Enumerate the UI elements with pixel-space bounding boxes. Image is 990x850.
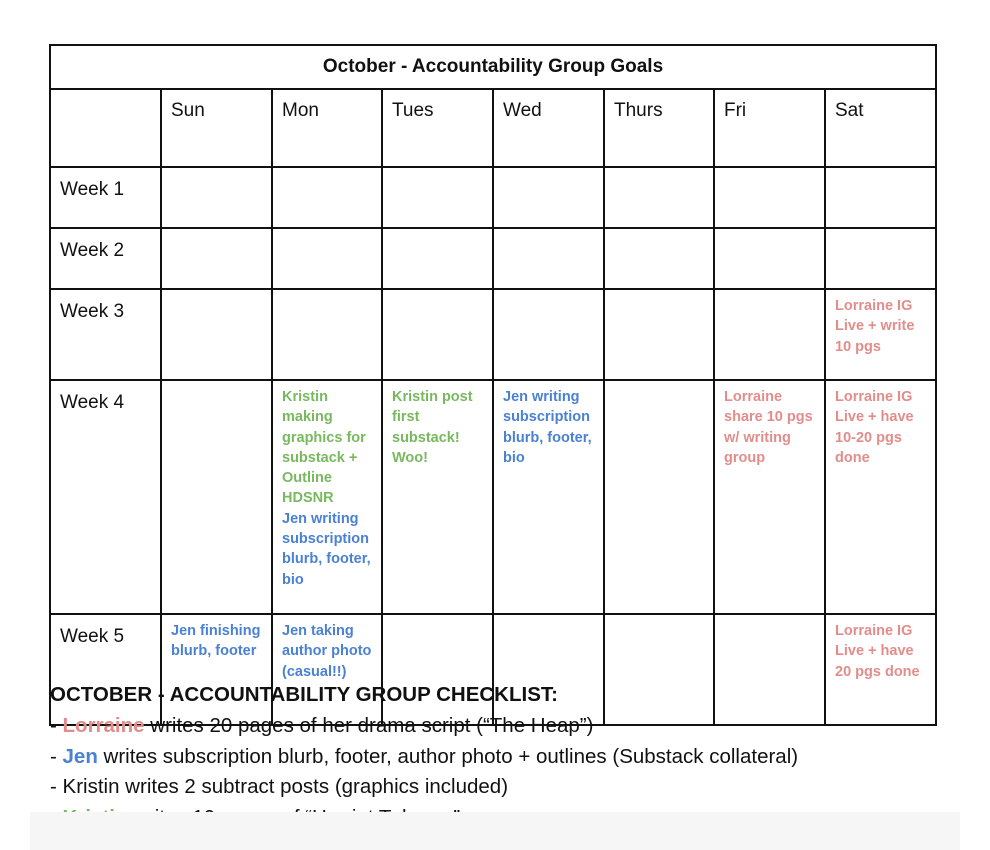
week-label: Week 1 (50, 167, 161, 228)
day-header-mon: Mon (272, 89, 382, 167)
member-name-lorraine: Lorraine (62, 713, 145, 737)
day-header-sun: Sun (161, 89, 272, 167)
group-checklist (50, 680, 950, 834)
item-text: writes 20 pages of her drama script (“The Heap”) (144, 713, 594, 737)
week-row (50, 289, 936, 380)
calendar-title: October - Accountability Group Goals (50, 45, 936, 89)
week-label: Week 2 (50, 228, 161, 289)
goal-note-lorraine: Lorraine IG Live + have 20 pgs done (835, 623, 920, 680)
calendar-cell (161, 380, 272, 614)
goal-note-kristin: Kristin post first substack! Woo! (392, 389, 473, 466)
calendar-cell (382, 228, 493, 289)
item-text: writes subscription blurb, footer, author photo + outlines (Substack collateral) (97, 744, 799, 768)
goal-note-lorraine: Lorraine share 10 pgs w/ writing group (724, 389, 813, 466)
calendar-cell (714, 167, 825, 228)
goal-note-jen: Jen writing subscription blurb, footer, bio (503, 389, 592, 466)
calendar-cell (493, 380, 604, 614)
checklist-item (50, 711, 950, 742)
calendar-cell (272, 228, 382, 289)
week-label: Week 4 (50, 380, 161, 614)
goals-calendar-table (49, 44, 937, 726)
day-header-fri: Fri (714, 89, 825, 167)
calendar-cell (825, 228, 936, 289)
calendar-cell (493, 289, 604, 380)
calendar-cell (825, 380, 936, 614)
calendar-cell (493, 167, 604, 228)
item-prefix: - (50, 775, 63, 799)
calendar-cell (161, 289, 272, 380)
day-header-wed: Wed (493, 89, 604, 167)
page-bottom-shade (30, 812, 960, 850)
calendar-cell (161, 228, 272, 289)
goal-note-lorraine: Lorraine IG Live + have 10-20 pgs done (835, 389, 914, 466)
checklist-item (50, 772, 950, 803)
calendar-cell (272, 289, 382, 380)
goal-note-kristin: Kristin making graphics for substack + Outline HDSNR (282, 389, 366, 507)
week-row (50, 167, 936, 228)
calendar-cell (604, 228, 714, 289)
calendar-cell (493, 228, 604, 289)
member-name-jen: Jen (62, 744, 98, 768)
checklist-item (50, 742, 950, 773)
item-text: Kristin writes 2 subtract posts (graphics included) (62, 775, 509, 799)
calendar-cell (272, 167, 382, 228)
calendar-cell (604, 380, 714, 614)
calendar-cell (161, 167, 272, 228)
day-header-tues: Tues (382, 89, 493, 167)
calendar-cell (604, 167, 714, 228)
goal-note-lorraine: Lorraine IG Live + write 10 pgs (835, 298, 915, 355)
corner-cell (50, 89, 161, 167)
calendar-cell (714, 289, 825, 380)
checklist-heading: OCTOBER - ACCOUNTABILITY GROUP CHECKLIST: (50, 683, 558, 706)
calendar-cell (382, 289, 493, 380)
goal-note-jen: Jen taking author photo (casual!!) (282, 623, 372, 680)
calendar-cell (714, 228, 825, 289)
item-prefix: - (50, 744, 63, 768)
calendar-cell (714, 380, 825, 614)
goal-note-jen: Jen writing subscription blurb, footer, bio (282, 510, 371, 588)
day-header-thurs: Thurs (604, 89, 714, 167)
goal-note-jen: Jen finishing blurb, footer (171, 623, 261, 660)
calendar-cell (825, 289, 936, 380)
calendar-cell (382, 380, 493, 614)
week-row (50, 228, 936, 289)
calendar-cell (382, 167, 493, 228)
calendar-cell (272, 380, 382, 614)
calendar-cell (604, 289, 714, 380)
day-header-sat: Sat (825, 89, 936, 167)
week-label: Week 5 (50, 614, 161, 725)
week-label: Week 3 (50, 289, 161, 380)
item-prefix: - (50, 713, 63, 737)
calendar-cell (825, 167, 936, 228)
week-row (50, 380, 936, 614)
